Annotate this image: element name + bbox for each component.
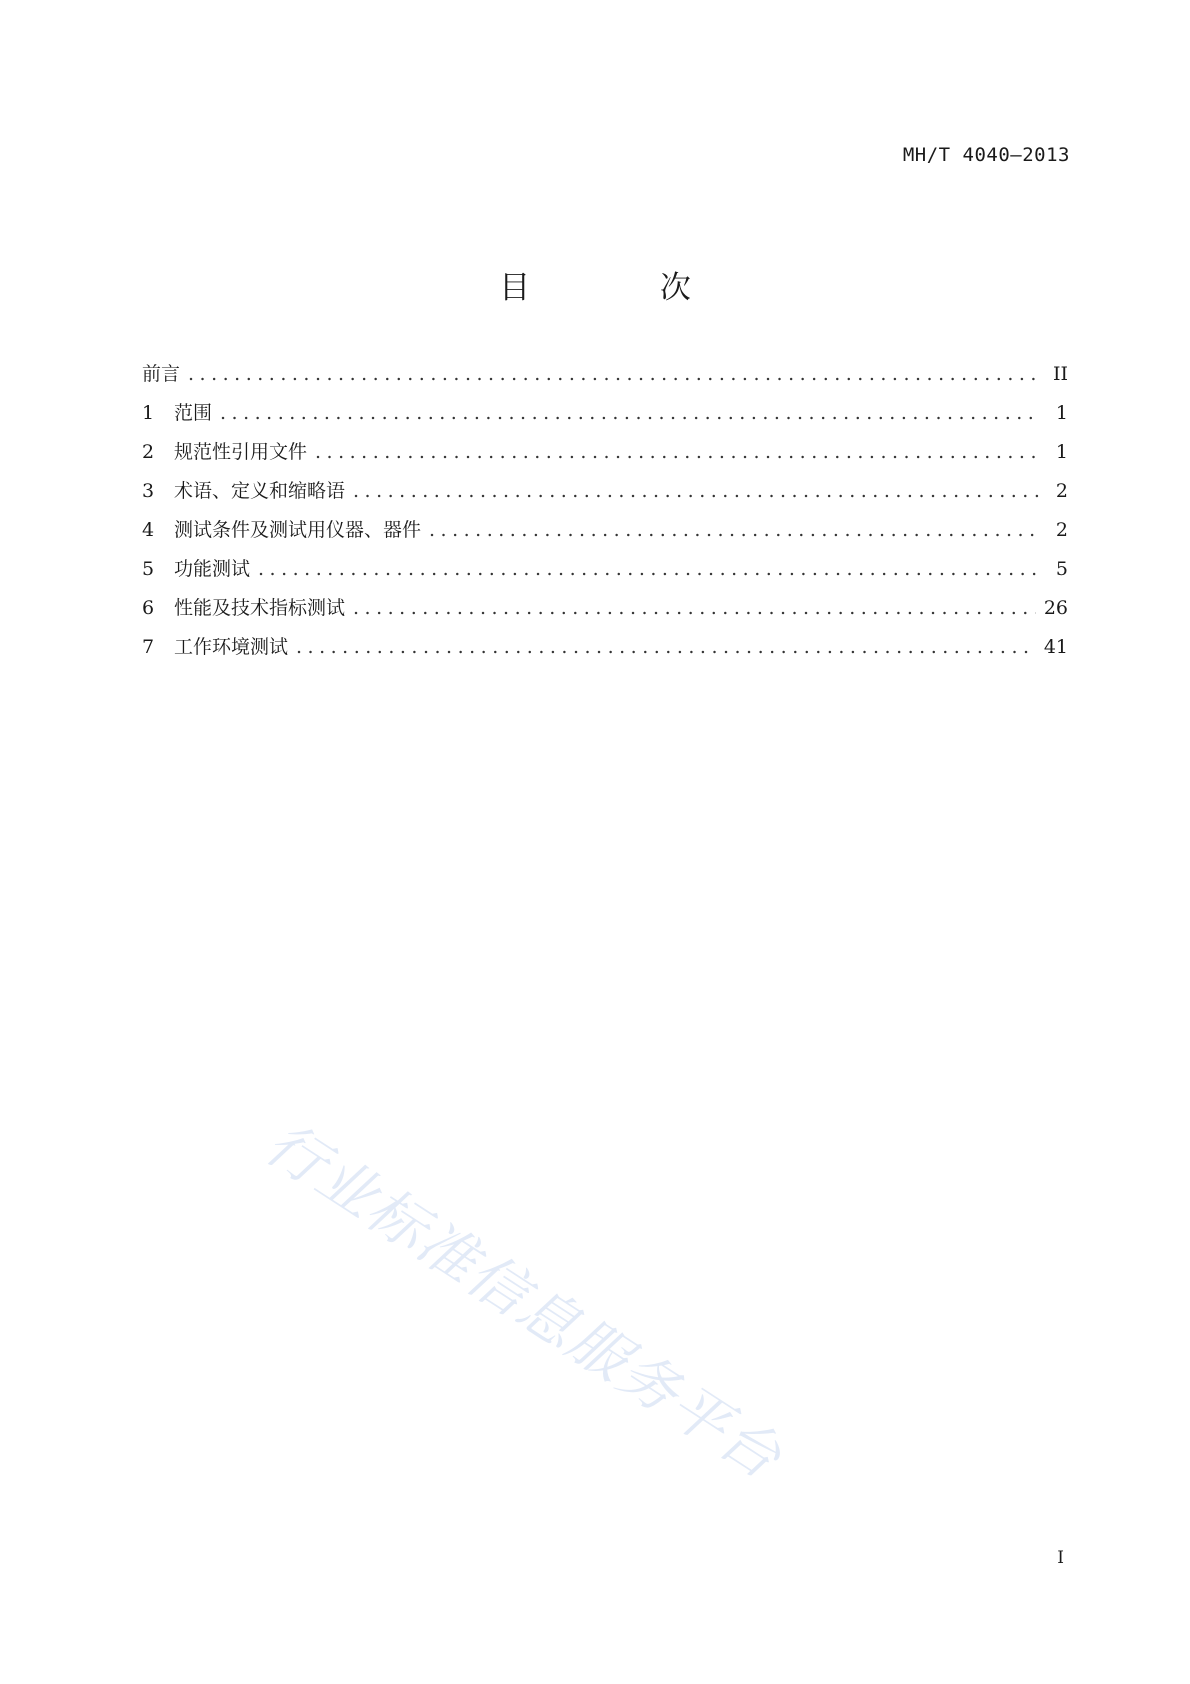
toc-entry-label: 功能测试	[174, 558, 251, 580]
toc-entry-label: 性能及技术指标测试	[174, 597, 346, 619]
toc-entry-5[interactable]	[142, 550, 1068, 589]
toc-entry-number: 6	[142, 597, 155, 619]
toc-leader-dots	[353, 472, 1040, 511]
watermark: 行业标准信息服务平台	[253, 1108, 795, 1493]
toc-leader-dots	[296, 628, 1036, 667]
toc-entry-label: 术语、定义和缩略语	[174, 480, 346, 502]
toc-entry-3[interactable]	[142, 472, 1068, 511]
toc-leader-dots	[353, 589, 1036, 628]
toc-leader-dots	[220, 394, 1040, 433]
toc-entry-label: 工作环境测试	[174, 636, 289, 658]
toc-entry-1[interactable]	[142, 394, 1068, 433]
toc-entry-number: 7	[142, 636, 155, 658]
page-number: I	[1057, 1548, 1064, 1568]
toc-entry-page: 2	[1055, 519, 1068, 541]
toc-leader-dots	[188, 355, 1040, 394]
toc-entry-6[interactable]	[142, 589, 1068, 628]
toc-list	[142, 355, 1068, 667]
toc-entry-page: 2	[1055, 480, 1068, 502]
toc-entry-label: 前言	[142, 363, 181, 385]
toc-entry-page: 41	[1043, 636, 1068, 658]
toc-entry-number: 4	[142, 519, 155, 541]
toc-leader-dots	[258, 550, 1040, 589]
toc-entry-foreword[interactable]	[142, 355, 1068, 394]
document-code: MH/T 4040—2013	[902, 144, 1070, 166]
toc-entry-number: 5	[142, 558, 155, 580]
toc-entry-7[interactable]	[142, 628, 1068, 667]
toc-entry-page: 26	[1043, 597, 1068, 619]
toc-leader-dots	[429, 511, 1040, 550]
toc-entry-label: 规范性引用文件	[174, 441, 308, 463]
toc-entry-label: 测试条件及测试用仪器、器件	[174, 519, 422, 541]
toc-leader-dots	[315, 433, 1040, 472]
toc-entry-label: 范围	[174, 402, 213, 424]
toc-entry-2[interactable]	[142, 433, 1068, 472]
toc-entry-number: 2	[142, 441, 155, 463]
toc-title: 目 次	[499, 270, 751, 306]
toc-entry-page: II	[1052, 363, 1068, 385]
toc-entry-4[interactable]	[142, 511, 1068, 550]
toc-entry-page: 1	[1055, 402, 1068, 424]
toc-entry-page: 5	[1055, 558, 1068, 580]
toc-entry-number: 3	[142, 480, 155, 502]
toc-entry-page: 1	[1055, 441, 1068, 463]
toc-entry-number: 1	[142, 402, 155, 424]
